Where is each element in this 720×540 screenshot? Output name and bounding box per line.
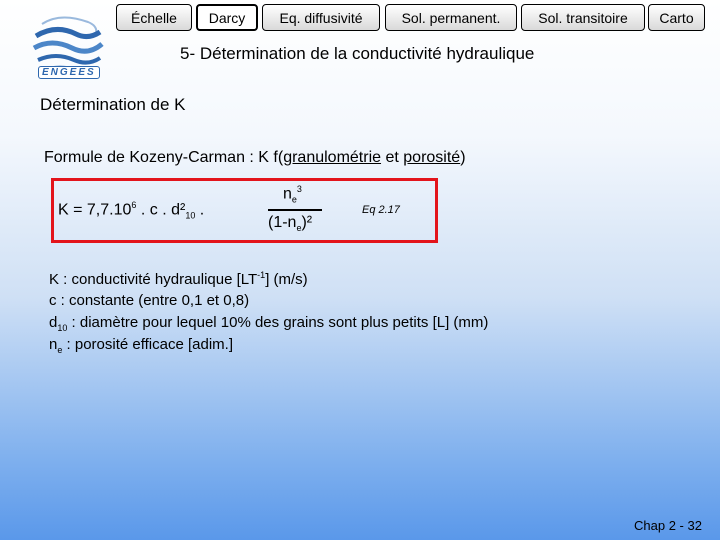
- fraction-bar: [268, 209, 322, 211]
- equation-number: Eq 2.17: [362, 204, 400, 216]
- denominator-close: )²: [301, 214, 313, 231]
- tab-darcy[interactable]: Darcy: [196, 4, 258, 31]
- definition-d-subscript: 10: [57, 323, 68, 333]
- definition-d-text: : diamètre pour lequel 10% des grains sont plus petits [L] (mm): [67, 314, 489, 331]
- formula-left-side: [58, 200, 204, 221]
- formula-heading-mid: et: [381, 149, 404, 166]
- tab-carto[interactable]: Carto: [648, 4, 705, 31]
- formula-c-d: . c . d²: [136, 201, 186, 219]
- numerator-exponent: 3: [296, 184, 302, 194]
- tab-echelle[interactable]: Échelle: [116, 4, 192, 31]
- definition-n-subscript: e: [57, 345, 63, 355]
- formula-heading-suffix: ): [460, 149, 466, 166]
- formula-coeff-exponent: 6: [131, 200, 137, 210]
- section-title: Détermination de K: [40, 95, 186, 114]
- definition-c: c : constante (entre 0,1 et 0,8): [49, 292, 250, 309]
- definition-k: [49, 270, 308, 288]
- formula-heading-porosite: porosité: [403, 149, 461, 166]
- formula-d-subscript: 10: [185, 210, 196, 221]
- tab-eq-diffusivite[interactable]: Eq. diffusivité: [262, 4, 380, 31]
- formula-heading-prefix: Formule de Kozeny-Carman : K f(: [44, 149, 284, 166]
- formula-coeff: K = 7,7.10: [58, 201, 132, 219]
- definition-k-exponent: -1: [257, 270, 266, 280]
- tab-sol-permanent[interactable]: Sol. permanent.: [385, 4, 517, 31]
- numerator-base: n: [283, 185, 292, 203]
- definition-k-end: ] (m/s): [265, 271, 308, 288]
- definition-n-base: n: [49, 336, 58, 353]
- definition-n-text: : porosité efficace [adim.]: [62, 336, 233, 353]
- definition-k-text: K : conductivité hydraulique [LT: [49, 271, 258, 288]
- formula-dot: .: [195, 201, 205, 219]
- formula-denominator: [268, 214, 312, 233]
- definition-d10: [49, 314, 488, 333]
- definition-d-base: d: [49, 314, 58, 331]
- page-subtitle: 5- Détermination de la conductivité hydraulique: [180, 44, 535, 63]
- denominator-open: (1-n: [268, 214, 297, 231]
- definition-ne: [49, 336, 233, 355]
- logo-text: ENGEES: [38, 66, 100, 79]
- formula-heading: [44, 149, 466, 167]
- denominator-subscript: e: [296, 223, 302, 234]
- formula-numerator: [283, 184, 302, 205]
- slide-number: Chap 2 - 32: [634, 518, 702, 533]
- formula-heading-granulometrie: granulométrie: [283, 149, 382, 166]
- numerator-subscript: e: [291, 194, 297, 205]
- tab-sol-transitoire[interactable]: Sol. transitoire: [521, 4, 645, 31]
